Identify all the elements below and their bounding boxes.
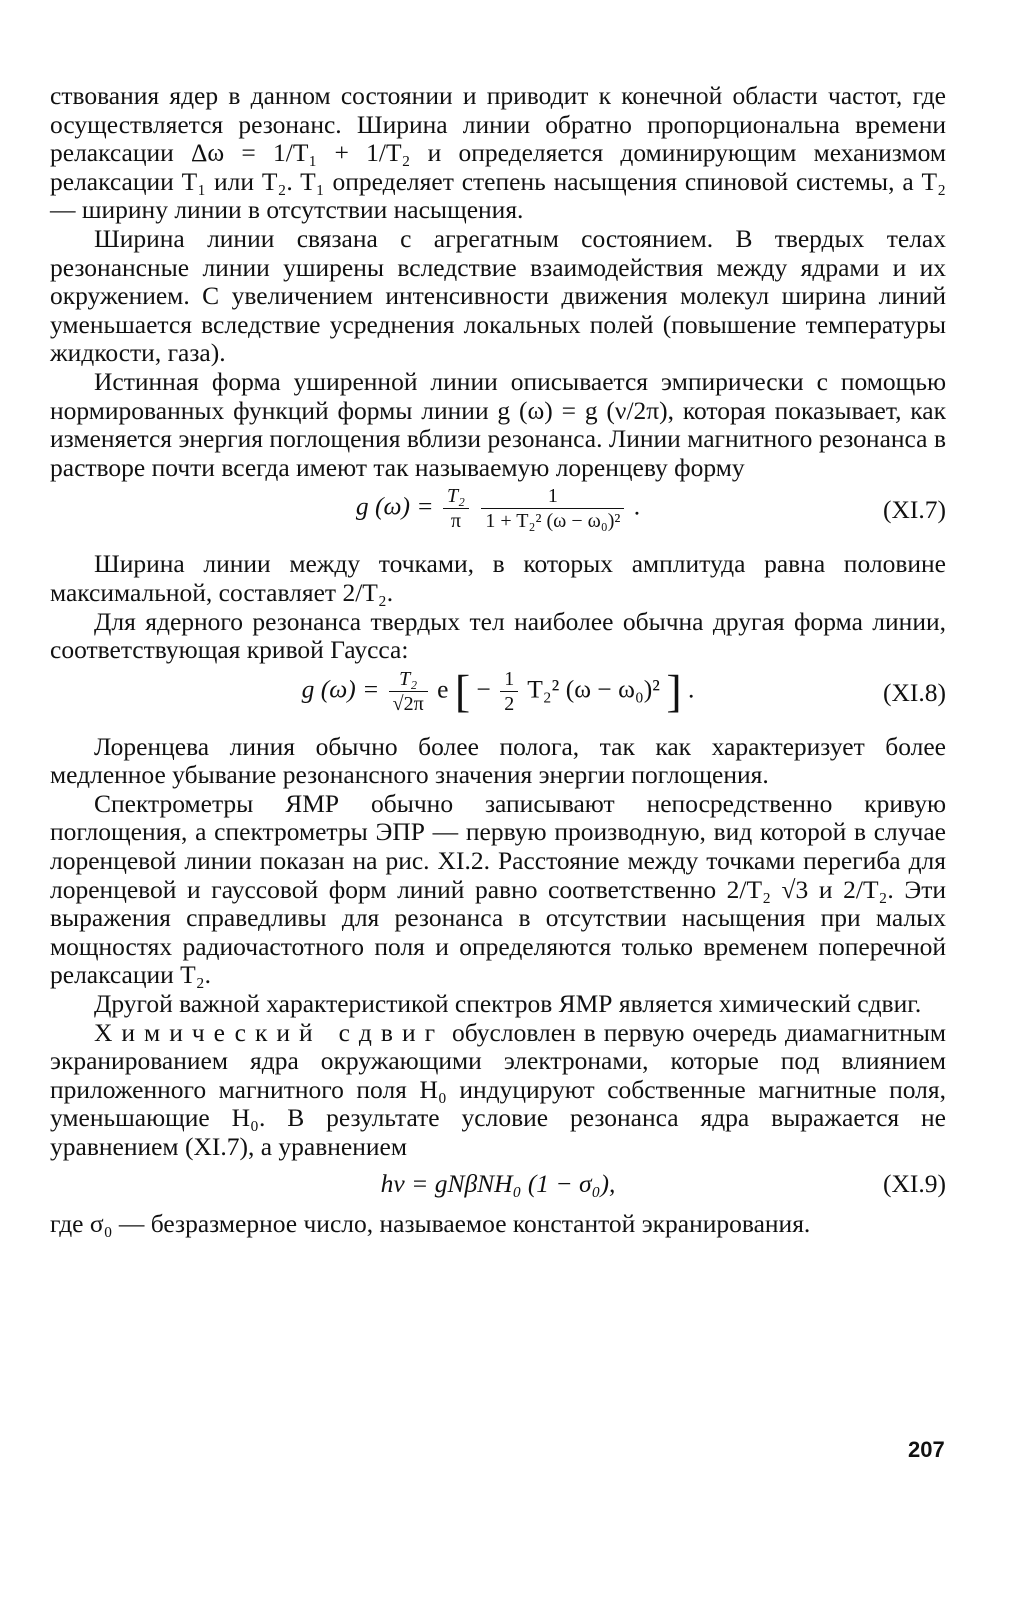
eq7-frac1-den: π <box>450 510 462 533</box>
eq7-frac1-num: T₂ <box>443 484 469 509</box>
eq8-frac1-num: T₂ <box>389 667 428 692</box>
eq8-fraction-1 <box>389 667 428 716</box>
paragraph-4: Ширина линии между точками, в которых амплитуда равна половине максимальной, составляет 2/T₂. <box>50 549 946 607</box>
eq8-frac2-num: 1 <box>500 667 518 692</box>
eq8-inner-tail: T₂² (ω − ω₀)² <box>527 674 660 704</box>
eq8-left-bracket: [ <box>454 665 471 717</box>
paragraph-7: Спектрометры ЯМР обычно записывают непосредственно кривую поглощения, а спектрометры ЭПР — первую производную, вид которой в случае лоренцевой линии показан на рис. XI.2. Расстояние между точками перегиба для лоренцевой и гауссовой форм линий равно соответственно 2/T₂ √3 и 2/T₂. Эти выражения справедливы для резонанса в отсутствии насыщения при малых мощностях радиочастотного поля и определяются только временем поперечной релаксации T₂. <box>50 788 946 990</box>
paragraph-9 <box>50 1019 946 1162</box>
eq8-fraction-2 <box>500 667 518 716</box>
paragraph-2: Ширина линии связана с агрегатным состоянием. В твердых телах резонансные линии уширены вследствие взаимодействия между ядрами и их окружением. С увеличением интенсивности движения молекул ширина линий уменьшается вследствие усреднения локальных полей (повышение температуры жидкости, газа). <box>50 223 946 368</box>
eq7-frac2-den: 1 + T₂² (ω − ω₀)² <box>485 510 621 533</box>
eq7-fraction-2 <box>481 484 624 533</box>
page-text <box>50 82 946 1238</box>
paragraph-6: Лоренцева линия обычно более полога, так как характеризует более медленное убывание резонансного значения энергии поглощения. <box>50 731 946 790</box>
term-chemical-shift: Химический сдвиг <box>94 1017 445 1047</box>
eq9-number: (XI.9) <box>882 1168 946 1198</box>
eq8-right-bracket: ] <box>666 665 682 717</box>
eq8-base: e <box>437 674 449 704</box>
paragraph-10: где σ₀ — безразмерное число, называемое константой экранирования. <box>50 1208 811 1238</box>
paragraph-5: Для ядерного резонанса твердых тел наиболее обычна другая форма линии, соответствующая кривой Гаусса: <box>50 606 946 665</box>
eq8-frac1-den: √2π <box>392 692 424 715</box>
eq8-lhs: g (ω) = <box>301 674 380 704</box>
eq8-number: (XI.8) <box>882 677 946 707</box>
eq8-frac2-den: 2 <box>504 692 515 715</box>
paragraph-9-text: обусловлен в первую очередь диамагнитным экранированием ядра окружающими электронами, которые под влиянием приложенного магнитного поля H₀ индуцируют собственные магнитные поля, уменьшающие H₀. В результате условие резонанса ядра выражается не уравнением (XI.7), а уравнением <box>50 1017 947 1161</box>
paragraph-3: Истинная форма уширенной линии описывается эмпирически с помощью нормированных функций формы линии g (ω) = g (ν/2π), которая показывает, как изменяется энергия поглощения вблизи резонанса. Линии магнитного резонанса в растворе почти всегда имеют так называемую лоренцеву форму <box>50 366 946 482</box>
eq7-frac2-num: 1 <box>481 484 624 509</box>
eq7-lhs: g (ω) = <box>355 491 434 521</box>
paragraph-8: Другой важной характеристикой спектров ЯМР является химический сдвиг. <box>94 989 922 1019</box>
equation-xi-7 <box>50 484 946 546</box>
eq7-number: (XI.7) <box>882 495 946 525</box>
eq8-tail: . <box>688 674 695 704</box>
eq7-fraction-1 <box>443 484 469 533</box>
eq9-body: hν = gNβNH₀ (1 − σ₀), <box>380 1168 616 1198</box>
equation-xi-8 <box>50 667 946 729</box>
paragraph-1: ствования ядер в данном состоянии и приводит к конечной области частот, где осуществляется резонанс. Ширина линии обратно пропорциональна времени релаксации Δω = 1/T₁ + 1/T₂ и определяется доминирующим механизмом релаксации T₁ или T₂. T₁ определяет степень насыщения спиновой системы, а T₂ — ширину линии в отсутствии насыщения. <box>50 81 946 225</box>
eq8-inner-lead: − <box>476 674 491 704</box>
eq7-tail: . <box>633 491 641 521</box>
equation-xi-9 <box>50 1164 946 1206</box>
page-number: 207 <box>908 1437 945 1462</box>
